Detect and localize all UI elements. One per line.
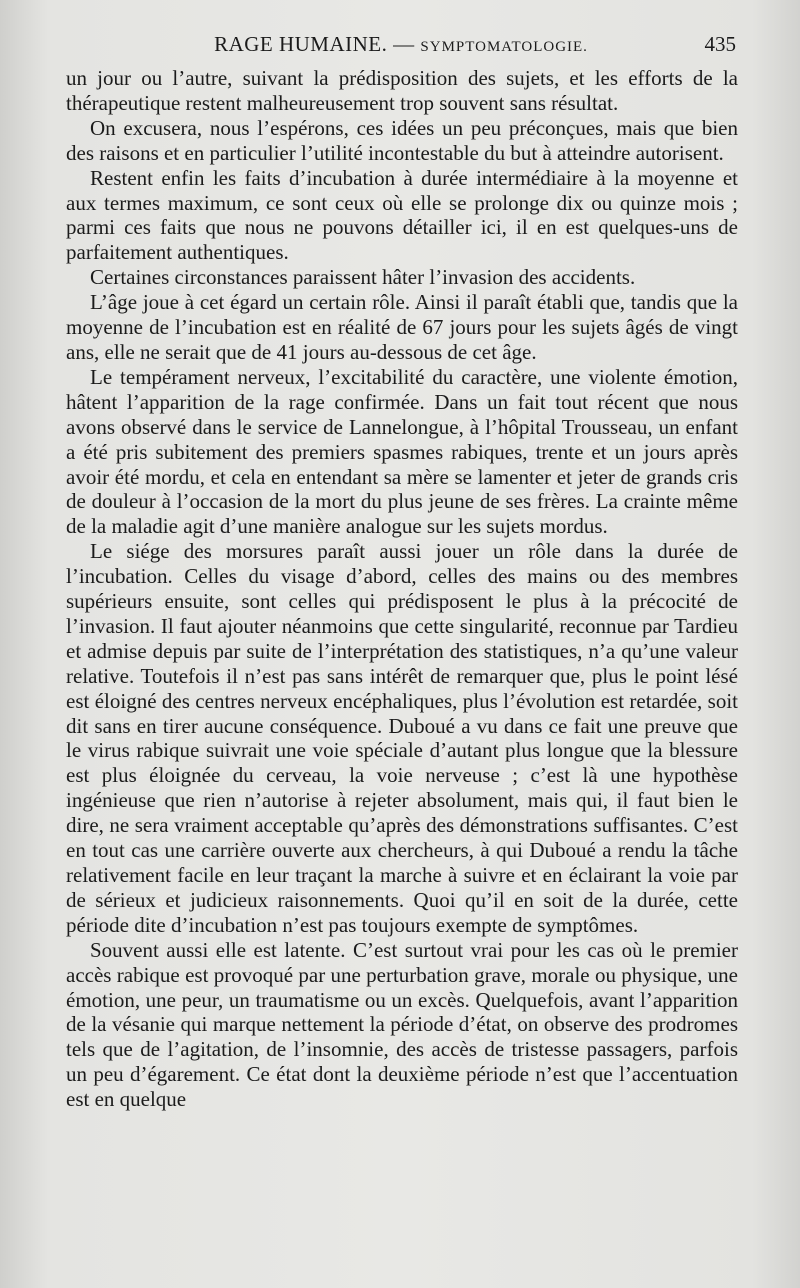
paragraph: Souvent aussi elle est latente. C’est surtout vrai pour les cas où le premier accès rabique est provoqué par une perturbation grave, morale ou physique, une émotion, une peur, un traumatisme ou un excès. Quelquefois, avant l’apparition de la vésanie qui marque nettement la période d’état, on observe des prodromes tels que de l’agitation, de l’insomnie, des accès de tristesse passagers, parfois un peu d’égarement. Ce état dont la deuxième période n’est que l’accentuation est en quelque bbox=[66, 937, 738, 1112]
page-number: 435 bbox=[704, 32, 736, 56]
paragraph: Certaines circonstances paraissent hâter l’invasion des accidents. bbox=[90, 265, 636, 290]
running-head bbox=[66, 32, 736, 57]
running-head-title: RAGE HUMAINE. bbox=[214, 32, 388, 56]
paragraph: Le tempérament nerveux, l’excitabilité du caractère, une violente émotion, hâtent l’apparition de la rage confirmée. Dans un fait tout récent que nous avons observé dans le service de Lannelongue, à l’hôpital Trousseau, un enfant a été pris subitement des premiers spasmes rabiques, trente et un jours après avoir été mordu, et cela en entendant sa mère se lamenter et jeter de grands cris de douleur à l’occasion de la mort du plus jeune de ses frères. La crainte même de la maladie agit d’une manière analogue sur les sujets mordus. bbox=[66, 364, 738, 539]
paragraph-continued: un jour ou l’autre, suivant la prédisposition des sujets, et les efforts de la thérapeutique restent malheureusement trop souvent sans résultat. bbox=[66, 66, 738, 115]
running-head-subtitle: SYMPTOMATOLOGIE. bbox=[420, 39, 588, 55]
paragraph: L’âge joue à cet égard un certain rôle. Ainsi il paraît établi que, tandis que la moyenne de l’incubation est en réalité de 67 jours pour les sujets âgés de vingt ans, elle ne serait que de 41 jours au-dessous de cet âge. bbox=[66, 290, 738, 364]
page-body bbox=[66, 66, 738, 1112]
paragraph: Le siége des morsures paraît aussi jouer un rôle dans la durée de l’incubation. Celles du visage d’abord, celles des mains ou des membres supérieurs ensuite, sont celles qui prédisposent le plus à la précocité de l’invasion. Il faut ajouter néanmoins que cette singularité, reconnue par Tardieu et admise depuis par suite de l’interprétation des statistiques, n’a qu’une valeur relative. Toutefois il n’est pas sans intérêt de remarquer que, plus le point lésé est éloigné des centres nerveux encéphaliques, plus l’évolution est retardée, soit dit sans en tirer aucune conséquence. Duboué a vu dans ce fait une preuve que le virus rabique suivrait une voie spéciale d’autant plus longue que la blessure est plus éloignée du cerveau, la voie nerveuse ; c’est là une hypothèse ingénieuse que rien n’autorise à rejeter absolument, mais qui, il faut bien le dire, ne sera vraiment acceptable qu’après des démonstrations suffisantes. C’est en tout cas une carrière ouverte aux chercheurs, à qui Duboué a rendu la tâche relativement facile en leur traçant la marche à suivre et en éclairant la voie par de sérieux et judicieux raisonnements. Quoi qu’il en soit de la durée, cette période dite d’incubation n’est pas toujours exempte de symptômes. bbox=[66, 539, 738, 937]
running-head-dash: — bbox=[393, 32, 415, 56]
page-header bbox=[66, 30, 736, 60]
paragraph: Restent enfin les faits d’incubation à durée intermédiaire à la moyenne et aux termes maximum, ce sont ceux où elle se prolonge dix ou quinze mois ; parmi ces faits que nous ne pouvons détailler ici, il en est quelques-uns de parfaitement authentiques. bbox=[66, 165, 738, 265]
paragraph: On excusera, nous l’espérons, ces idées un peu préconçues, mais que bien des raisons et en particulier l’utilité incontestable du but à atteindre autorisent. bbox=[66, 115, 738, 165]
